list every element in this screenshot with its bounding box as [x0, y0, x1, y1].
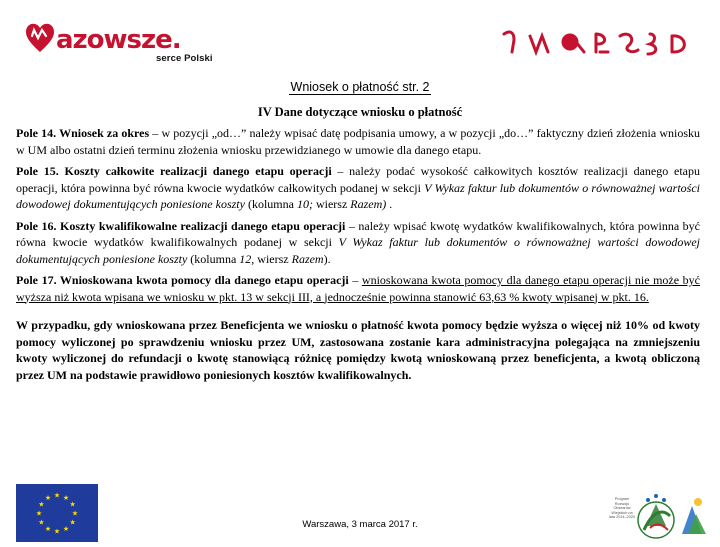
eu-star-icon: ★ [38, 518, 45, 527]
mazowsze-logo-icon [22, 18, 232, 58]
svg-text:azowsze.: azowsze. [56, 25, 181, 55]
penalty-summary: W przypadku, gdy wnioskowana przez Beneficjenta we wniosku o płatność kwota pomocy będzie wyższa o więcej niż 10% od kwoty pomocy wyliczonej po sprawdzeniu wniosku przez UM, zastosowana zostanie kara administracyjna polegająca na zmniejszeniu kwoty wyliczonej do refundacji o kwotę stanowiącą różnicę pomiędzy kwotą wnioskowaną przez beneficjenta, a kwotą obliczoną przez UM na podstawie prawidłowo poniesionych kosztów kwalifikowalnych. [16, 318, 700, 382]
eu-star-icon: ★ [44, 493, 52, 502]
prow-caption: Program Rozwoju Obszarów Wiejskich na lata 2014–2020 [608, 497, 636, 520]
eu-star-icon: ★ [69, 500, 76, 509]
eu-star-icon: ★ [53, 527, 61, 536]
prow-logo-icon [636, 486, 714, 540]
decorative-script-icon [500, 26, 705, 60]
footer-date: Warszawa, 3 marca 2017 r. [302, 519, 418, 530]
eu-flag-icon [16, 484, 98, 542]
eu-star-icon: ★ [53, 491, 61, 500]
eu-star-icon: ★ [69, 518, 76, 527]
eu-star-icon: ★ [71, 509, 79, 518]
section-heading: IV Dane dotyczące wniosku o płatność [257, 105, 463, 119]
paragraph-pole-14: Pole 14. Wniosek za okres – w pozycji „od…” należy wpisać datę podpisania umowy, a w pozycji „do…” faktyczny dzień złożenia wniosku w UM albo ostatni dzień terminu złożenia wniosku przewidzianego w umowie dla danego etapu. [16, 126, 700, 157]
eu-star-icon: ★ [62, 525, 70, 534]
brand-tagline: serce Polski [156, 53, 213, 64]
instructions-body [16, 125, 700, 388]
eu-star-icon: ★ [44, 525, 52, 534]
paragraph-pole-15: Pole 15. Koszty całkowite realizacji danego etapu operacji – należy podać wysokość całkowitych kosztów realizacji danego etapu operacji, która powinna być równa kwocie wydatków całkowitych podanej w sekcji V Wykaz faktur lub dokumentów o równoważnej wartości dowodowej dokumentujących poniesione koszty (kolumna 10; wiersz Razem) . [16, 164, 700, 211]
page-title: Wniosek o płatność str. 2 [290, 80, 430, 94]
eu-star-icon: ★ [62, 493, 70, 502]
paragraph-pole-17: Pole 17. Wnioskowana kwota pomocy dla danego etapu operacji – wnioskowana kwota pomocy dla danego etapu operacji nie może być wyższa niż kwota wpisana we wniosku w pkt. 13 w sekcji III, a jednocześnie powinna stanowić 63,63 % kwoty wpisanej w pkt. 16. [16, 273, 700, 304]
eu-star-icon: ★ [38, 500, 45, 509]
eu-star-icon: ★ [35, 509, 43, 518]
paragraph-pole-16: Pole 16. Koszty kwalifikowalne realizacji danego etapu operacji – należy wpisać kwotę wydatków kwalifikowalnych, która powinna być równa kwocie wydatków kwalifikowalnych podanej w sekcji V Wykaz faktur lub dokumentów o równoważnej wartości dowodowej dokumentujących poniesione koszty (kolumna 12, wiersz Razem). [16, 218, 700, 266]
